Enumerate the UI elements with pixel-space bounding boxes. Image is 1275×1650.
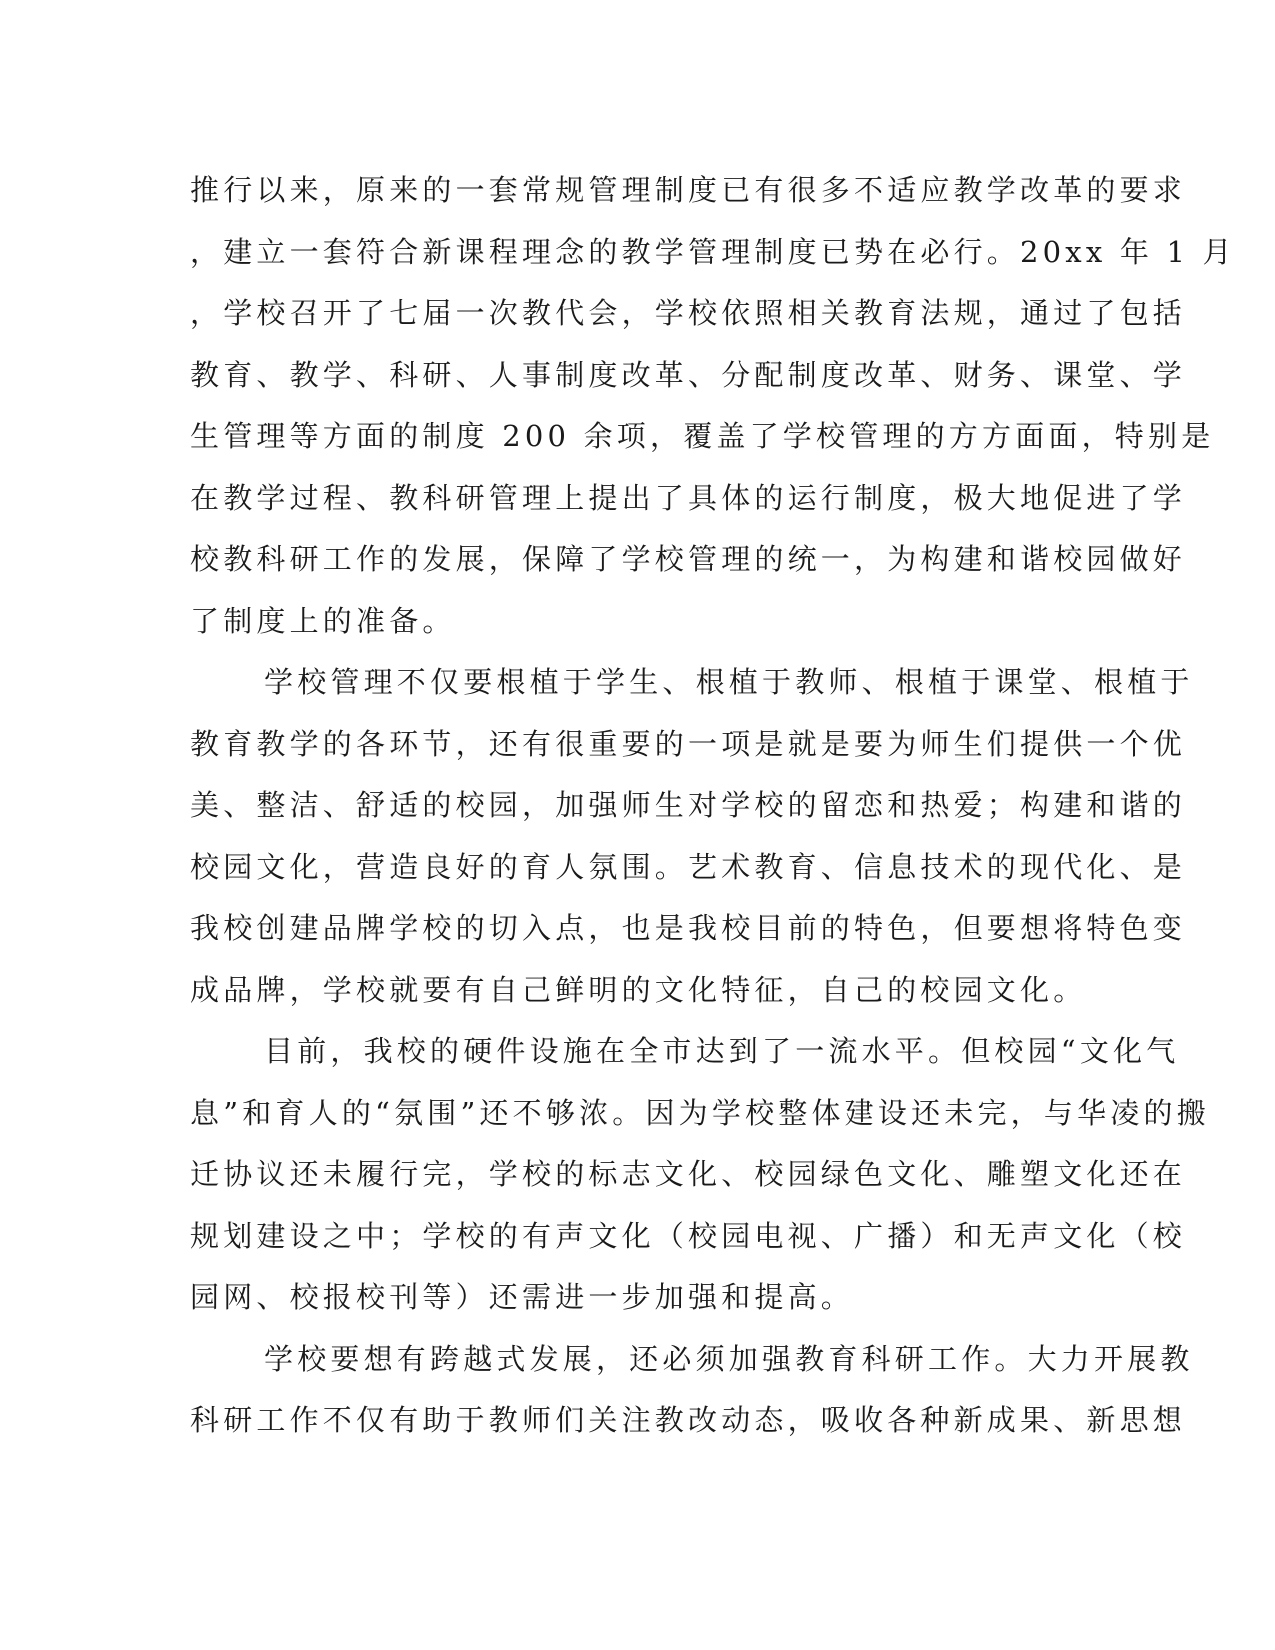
text-line: 息”和育人的“氛围”还不够浓。因为学校整体建设还未完，与华凌的搬 (190, 1095, 1210, 1130)
text-line: ，建立一套符合新课程理念的教学管理制度已势在必行。20xx 年 1 月 (190, 234, 1236, 269)
text-line: 生管理等方面的制度 200 余项，覆盖了学校管理的方方面面，特别是 (190, 419, 1215, 453)
text-line: 迁协议还未履行完，学校的标志文化、校园绿色文化、雕塑文化还在 (190, 1157, 1187, 1191)
text-line: 美、整洁、舒适的校园，加强师生对学校的留恋和热爱；构建和谐的 (190, 788, 1187, 822)
text-line: 了制度上的准备。 (190, 603, 456, 638)
text-line: 推行以来，原来的一套常规管理制度已有很多不适应教学改革的要求 (190, 173, 1187, 207)
text-line: 规划建设之中；学校的有声文化（校园电视、广播）和无声文化（校 (190, 1218, 1187, 1253)
text-line: 教育、教学、科研、人事制度改革、分配制度改革、财务、课堂、学 (190, 357, 1187, 392)
paragraph-first-line: 学校要想有跨越式发展，还必须加强教育科研工作。大力开展教 (264, 1341, 1194, 1376)
text-line: 我校创建品牌学校的切入点，也是我校目前的特色，但要想将特色变 (190, 911, 1187, 945)
text-line: ，学校召开了七届一次教代会，学校依照相关教育法规，通过了包括 (190, 296, 1187, 330)
paragraph-first-line: 目前，我校的硬件设施在全市达到了一流水平。但校园“文化气 (264, 1034, 1180, 1068)
text-line: 成品牌，学校就要有自己鲜明的文化特征，自己的校园文化。 (190, 972, 1087, 1007)
text-line: 校园文化，营造良好的育人氛围。艺术教育、信息技术的现代化、是 (190, 849, 1187, 884)
text-line: 园网、校报校刊等）还需进一步加强和提高。 (190, 1280, 855, 1314)
text-line: 在教学过程、教科研管理上提出了具体的运行制度，极大地促进了学 (190, 480, 1187, 515)
text-line: 校教科研工作的发展，保障了学校管理的统一，为构建和谐校园做好 (190, 542, 1187, 576)
text-line: 科研工作不仅有助于教师们关注教改动态，吸收各种新成果、新思想 (190, 1403, 1187, 1437)
text-line: 教育教学的各环节，还有很重要的一项是就是要为师生们提供一个优 (190, 726, 1187, 761)
paragraph-first-line: 学校管理不仅要根植于学生、根植于教师、根植于课堂、根植于 (264, 665, 1194, 699)
body-text (190, 160, 1236, 1452)
